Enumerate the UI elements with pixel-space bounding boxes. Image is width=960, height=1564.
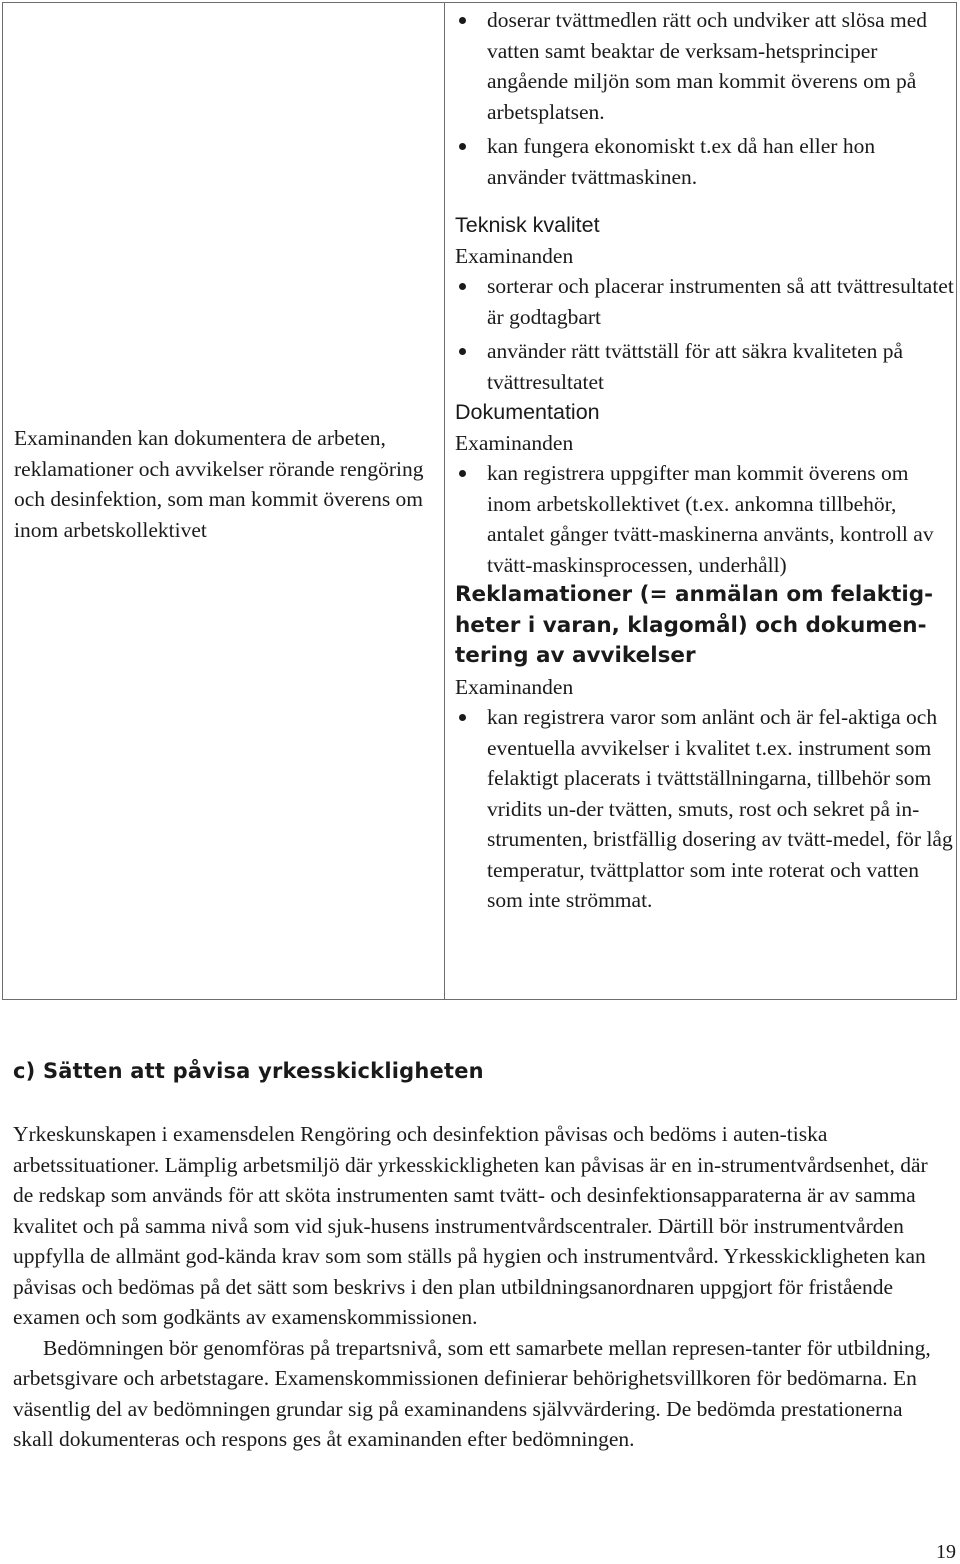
- documentation-heading: Dokumentation: [455, 400, 600, 424]
- complaints-heading: Reklamationer (= anmälan om felaktig-heter i varan, klagomål) och dokumen-tering av avvikelser: [455, 582, 934, 668]
- section-heading: c) Sätten att påvisa yrkesskickligheten: [13, 1059, 484, 1083]
- list-item: sorterar och placerar instrumenten så att tvättresultatet är godtagbart: [455, 271, 956, 332]
- documentation-examinee-label: Examinanden: [455, 430, 574, 455]
- criteria-left-cell: [3, 3, 445, 1000]
- complaints-bullet-list: [455, 702, 956, 916]
- list-item: använder rätt tvättställ för att säkra kvaliteten på tvättresultatet: [455, 336, 956, 397]
- intro-bullet-list: [455, 5, 956, 192]
- body-paragraph: Bedömningen bör genomföras på trepartsnivå, som ett samarbete mellan represen-tanter för utbildning, arbetsgivare och arbetstagare. Examenskommissionen definierar behörighetsvillkoren för bedömarna. En väsentlig del av bedömningen grundar sig på examinandens självvärdering. De bedömda prestationerna skall dokumenteras och respons ges åt examinanden efter bedömningen.: [13, 1335, 931, 1451]
- technical-quality-heading: Teknisk kvalitet: [455, 213, 600, 237]
- section-body: [13, 1119, 948, 1455]
- body-paragraph: Yrkeskunskapen i examensdelen Rengöring och desinfektion påvisas och bedöms i auten-tiska arbetssituationer. Lämplig arbetsmiljö där yrkesskickligheten kan påvisas är en in-strumentvårdsenhet, där de redskap som används för att sköta instrumenten samt tvätt- och desinfektionsapparaterna är av samma kvalitet och på samma nivå som vid sjuk-husens instrumentvårdscentraler. Därtill bör instrumentvården uppfylla de allmänt god-kända krav som som ställs på hygien och instrumentvård. Yrkesskickligheten kan påvisas och bedömas på det sätt som beskrivs i den plan utbildningsanordnaren uppgjort för fristående examen och som godkänts av examenskommissionen.: [13, 1122, 928, 1329]
- criteria-right-cell: [445, 3, 957, 1000]
- list-item: kan fungera ekonomiskt t.ex då han eller hon använder tvättmaskinen.: [455, 131, 956, 192]
- table-row: [3, 3, 957, 1000]
- criteria-table: [2, 2, 957, 1000]
- documentation-bullet-list: [455, 458, 956, 580]
- complaints-examinee-label: Examinanden: [455, 674, 574, 699]
- list-item: kan registrera uppgifter man kommit överens om inom arbetskollektivet (t.ex. ankomna tillbehör, antalet gånger tvätt-maskinerna använts, kontroll av tvätt-maskinsprocessen, underhåll): [455, 458, 956, 580]
- technical-examinee-label: Examinanden: [455, 243, 574, 268]
- list-item: kan registrera varor som anlänt och är fel-aktiga och eventuella avvikelser i kvalitet t.ex. instrument som felaktigt placerats i tvättställningarna, tillbehör som vridits un-der tvätten, smuts, rost och sekret på in-strumenten, bristfällig dosering av tvätt-medel, för låg temperatur, tvättplattor som inte roterat och vatten som inte strömmat.: [455, 702, 956, 916]
- left-cell-text: Examinanden kan dokumentera de arbeten, reklamationer och avvikelser rörande rengöring och desinfektion, som man kommit överens om inom arbetskollektivet: [14, 426, 424, 542]
- technical-bullet-list: [455, 271, 956, 397]
- page-number: 19: [936, 1541, 956, 1563]
- list-item: doserar tvättmedlen rätt och undviker att slösa med vatten samt beaktar de verksam-hetsprinciper angående miljön som man kommit överens om på arbetsplatsen.: [455, 5, 956, 127]
